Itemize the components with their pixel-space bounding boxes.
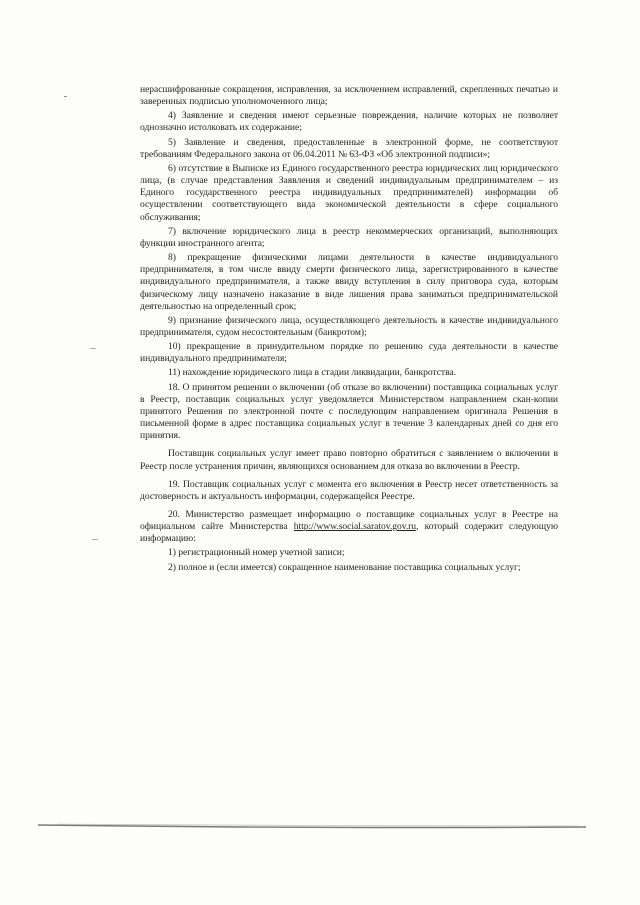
- paragraph-section-20: [140, 509, 558, 545]
- scan-edge-line: [38, 821, 586, 829]
- paragraph-continuation: нерасшифрованные сокращения, исправления, за исключением исправлений, скрепленных печатью и заверенных подписью уполномоченного лица;: [140, 84, 558, 108]
- section-20-tail: , который содержит следующую информацию:: [140, 521, 558, 545]
- paragraph-section-19: 19. Поставщик социальных услуг с момента его включения в Реестр несет ответственность за достоверность и актуальность информации, содержащейся Реестре.: [140, 478, 558, 502]
- paragraph-section-18: 18. О принятом решении о включении (об отказе во включении) поставщика социальных услуг в Реестр, поставщик социальных услуг уведомляется Министерством направлением скан-копии принятого Решения по электронной почте с последующим направлением оригинала Решения в письменной форме в адрес поставщика социальных услуг в течение 3 календарных дней со дня его принятия.: [140, 381, 558, 442]
- paragraph-item-20-1: 1) регистрационный номер учетной записи;: [168, 547, 345, 559]
- paragraph-item-10: 10) прекращение в принудительном порядке по решению суда деятельности в качестве индивидуального предпринимателя;: [140, 341, 558, 365]
- paragraph-item-11: 11) нахождение юридического лица в стадии ликвидации, банкротства.: [168, 367, 456, 379]
- paragraph-item-5: 5) Заявление и сведения, предоставленные в электронной форме, не соответствуют требованиям Федерального закона от 06.04.2011 № 63-ФЗ «Об электронной подписи»;: [140, 136, 558, 160]
- paragraph-item-4: 4) Заявление и сведения имеют серьезные повреждения, наличие которых не позволяет однозначно истолковать их содержание;: [140, 110, 558, 134]
- paragraph-item-6: 6) отсутствие в Выписке из Единого государственного реестра юридических лиц юридического лица, (в случае представления Заявления и сведений индивидуальным предпринимателем – из Единого государственного реестра индивидуальных предпринимателей) информации об осуществлении соответствующего вида экономической деятельности в сфере социального обслуживания;: [140, 162, 558, 223]
- scan-mark: [90, 348, 96, 349]
- paragraph-section-18-note: Поставщик социальных услуг имеет право повторно обратиться с заявлением о включении в Реестр после устранения причин, являющихся основанием для отказа во включении в Реестр.: [140, 448, 558, 472]
- paragraph-item-7: 7) включение юридического лица в реестр некоммерческих организаций, выполняющих функции иностранного агента;: [140, 225, 558, 249]
- scan-mark: [92, 539, 98, 540]
- document-body: [140, 84, 558, 576]
- scan-mark: [64, 96, 67, 97]
- paragraph-item-9: 9) признание физического лица, осуществляющего деятельность в качестве индивидуального предпринимателя, судом несостоятельным (банкротом);: [140, 314, 558, 338]
- ministry-website-link[interactable]: http://www.social.saratov.gov.ru: [293, 521, 417, 533]
- section-20-text: 20. Министерство размещает информацию о поставщике социальных услуг в Реестре на официальном сайте Министерства: [140, 509, 558, 533]
- paragraph-item-8: 8) прекращение физическими лицами деятельности в качестве индивидуального предпринимателя, в том числе ввиду смерти физического лица, зарегистрированного в качестве индивидуального предпринимателя, а также ввиду вступления в силу приговора суда, которым физическому лицу назначено наказание в виде лишения права заниматься предпринимательской деятельностью на определенный срок;: [140, 252, 558, 312]
- paragraph-item-20-2: 2) полное и (если имеется) сокращенное наименование поставщика социальных услуг;: [168, 561, 521, 573]
